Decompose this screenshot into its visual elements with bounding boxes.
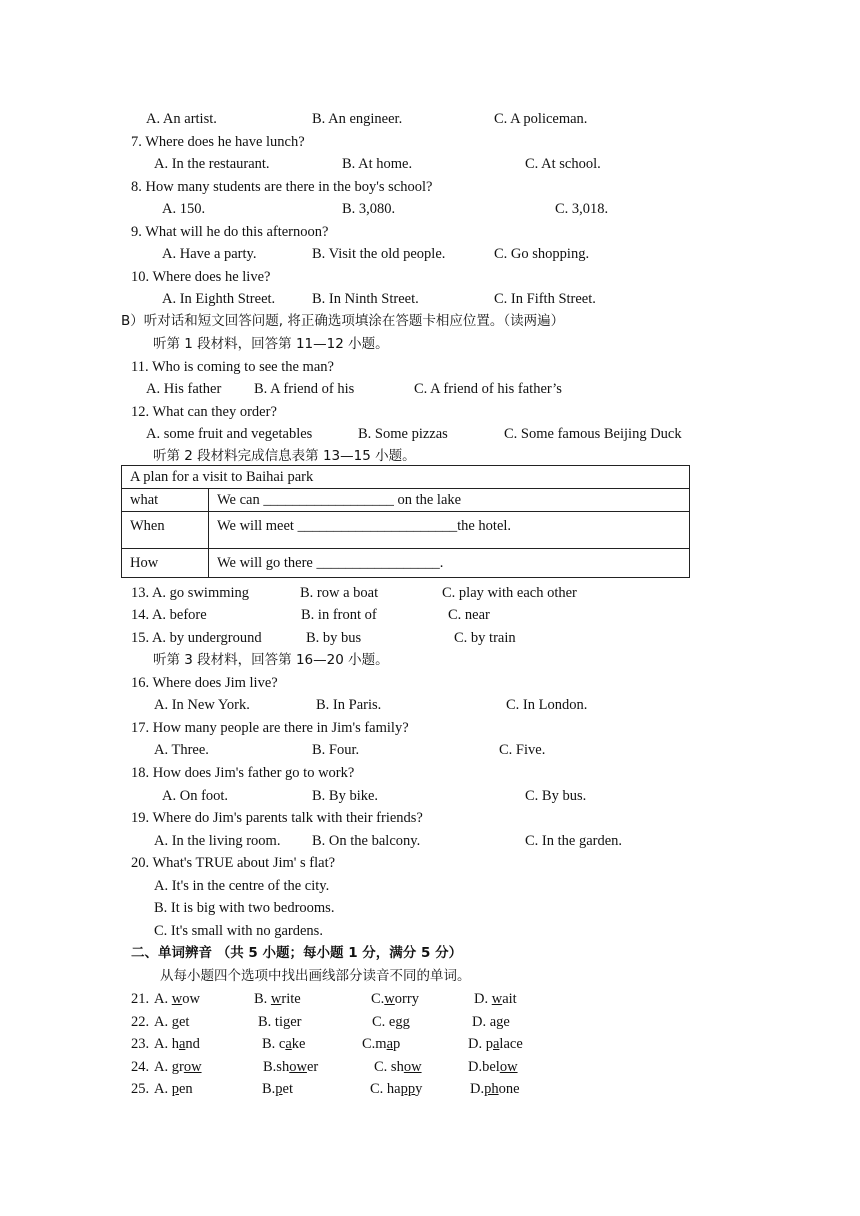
q10-option-c: C. In Fifth Street. <box>494 291 596 307</box>
underlined-letters: p <box>171 1081 179 1097</box>
table-row <box>122 512 690 549</box>
phonics-option <box>371 990 419 1008</box>
phonics-option <box>263 1058 318 1076</box>
q6-option-a: A. An artist. <box>146 111 217 127</box>
q17-option-a: A. Three. <box>154 742 209 758</box>
q13-option-a: 13. A. go swimming <box>131 585 250 601</box>
q18-stem: 18. How does Jim's father go to work? <box>131 765 355 781</box>
option-text: orry <box>394 991 419 1007</box>
plan-row-text: the hotel. <box>457 518 512 534</box>
q18-option-a: A. On foot. <box>162 788 229 804</box>
plan-row-text: We will meet <box>217 518 298 534</box>
phonics-option <box>362 1035 400 1053</box>
underlined-letters: gg <box>395 1014 410 1030</box>
underlined-letters: g <box>282 1014 291 1030</box>
q19-option-c: C. In the garden. <box>525 833 623 849</box>
phonics-option <box>154 1058 202 1076</box>
option-text: A. gr <box>154 1059 184 1075</box>
q15-option-b: B. by bus <box>306 630 362 646</box>
phonics-option <box>262 1080 293 1098</box>
option-text: A. <box>154 1014 172 1030</box>
plan-row-text: We will go there <box>217 554 317 571</box>
phonics-option <box>468 1058 518 1076</box>
section-2-instruction: 从每小题四个选项中找出画线部分读音不同的单词。 <box>160 968 471 984</box>
plan-table-title-row <box>122 466 690 489</box>
plan-row-text: on the lake <box>393 491 462 508</box>
option-text: et <box>178 1014 190 1030</box>
q16-option-c: C. In London. <box>506 697 588 713</box>
q8-stem: 8. How many students are there in the boy's school? <box>131 179 433 195</box>
phonics-question-number: 25. <box>131 1081 150 1097</box>
option-text: er <box>306 1059 319 1075</box>
table-row <box>122 489 690 512</box>
option-text: ke <box>291 1036 306 1052</box>
q19-option-a: A. In the living room. <box>154 833 281 849</box>
underlined-letters: pp <box>400 1081 416 1097</box>
option-text: D.bel <box>468 1059 500 1075</box>
underlined-letters: p <box>275 1081 283 1097</box>
q6-option-c: C. A policeman. <box>494 111 588 127</box>
option-text: ait <box>502 991 517 1007</box>
phonics-question-number: 22. <box>131 1014 150 1030</box>
underlined-letters: a <box>386 1036 394 1052</box>
q9-stem: 9. What will he do this afternoon? <box>131 224 329 240</box>
phonics-question-number: 21. <box>131 991 150 1007</box>
answer-blank: _________________ <box>316 554 440 571</box>
option-text: D. <box>470 1081 485 1097</box>
q19-option-b: B. On the balcony. <box>312 833 421 849</box>
option-text: rite <box>281 991 301 1007</box>
option-text: D. <box>474 991 492 1007</box>
q8-option-b: B. 3,080. <box>342 201 396 217</box>
option-text: p <box>393 1036 401 1052</box>
option-text: en <box>178 1081 193 1097</box>
option-text: one <box>498 1081 520 1097</box>
q15-option-a: 15. A. by underground <box>131 630 262 646</box>
q7-option-a: A. In the restaurant. <box>154 156 270 172</box>
underlined-letters: g <box>171 1014 179 1030</box>
q12-option-c: C. Some famous Beijing Duck <box>504 426 682 442</box>
option-text: C.m <box>362 1036 387 1052</box>
option-text: y <box>415 1081 423 1097</box>
underlined-letters: ow <box>403 1059 422 1075</box>
phonics-option <box>470 1080 520 1098</box>
q7-stem: 7. Where does he have lunch? <box>131 134 305 150</box>
option-text: et <box>282 1081 294 1097</box>
underlined-letters: w <box>384 991 395 1007</box>
phonics-option <box>154 1080 193 1098</box>
q19-stem: 19. Where do Jim's parents talk with their friends? <box>131 810 423 826</box>
underlined-letters: g <box>496 1014 504 1030</box>
phonics-option <box>374 1058 422 1076</box>
phonics-option <box>468 1035 523 1053</box>
option-text: A. <box>154 991 172 1007</box>
q11-stem: 11. Who is coming to see the man? <box>131 359 334 375</box>
plan-table-title: A plan for a visit to Baihai park <box>122 466 690 489</box>
option-text: B.sh <box>263 1059 290 1075</box>
q7-option-c: C. At school. <box>525 156 601 172</box>
part1-instruction: 听第 1 段材料，回答第 11—12 小题。 <box>153 336 389 352</box>
q11-option-a: A. His father <box>146 381 222 397</box>
answer-blank: ______________________ <box>297 518 458 534</box>
phonics-option <box>254 990 301 1008</box>
option-text: B. c <box>262 1036 286 1052</box>
q18-option-b: B. By bike. <box>312 788 379 804</box>
q13-option-b: B. row a boat <box>300 585 379 601</box>
plan-row-label: what <box>122 489 209 512</box>
table-row <box>122 549 690 578</box>
q14-option-c: C. near <box>448 607 490 623</box>
part2-instruction: 听第 2 段材料完成信息表第 13—15 小题。 <box>153 448 416 464</box>
q9-option-b: B. Visit the old people. <box>312 246 446 262</box>
plan-table <box>121 465 690 578</box>
option-text: D. a <box>472 1014 497 1030</box>
q12-stem: 12. What can they order? <box>131 404 277 420</box>
option-text: nd <box>185 1036 200 1052</box>
phonics-option <box>258 1013 302 1031</box>
option-text: er <box>290 1014 302 1030</box>
section-b-heading: B）听对话和短文回答问题, 将正确选项填涂在答题卡相应位置。（读两遍） <box>121 313 565 329</box>
option-text: C. e <box>372 1014 396 1030</box>
q10-option-a: A. In Eighth Street. <box>162 291 276 307</box>
q14-option-b: B. in front of <box>301 607 377 623</box>
phonics-option <box>262 1035 305 1053</box>
phonics-option <box>154 1013 189 1031</box>
q16-option-b: B. In Paris. <box>316 697 382 713</box>
q16-stem: 16. Where does Jim live? <box>131 675 278 691</box>
q20-stem: 20. What's TRUE about Jim' s flat? <box>131 855 336 871</box>
underlined-letters: ph <box>484 1081 499 1097</box>
phonics-question-number: 24. <box>131 1059 150 1075</box>
section-2-heading: 二、单词辨音 （共 5 小题；每小题 1 分，满分 5 分） <box>131 945 463 961</box>
option-text: C. sh <box>374 1059 404 1075</box>
q20-option-c: C. It's small with no gardens. <box>154 923 323 939</box>
q10-stem: 10. Where does he live? <box>131 269 271 285</box>
q8-option-a: A. 150. <box>162 201 206 217</box>
phonics-option <box>154 990 200 1008</box>
q17-stem: 17. How many people are there in Jim's family? <box>131 720 409 736</box>
phonics-option <box>474 990 517 1008</box>
option-text: e <box>503 1014 510 1030</box>
underlined-letters: ow <box>289 1059 307 1075</box>
plan-row-content <box>209 512 690 549</box>
phonics-question-number: 23. <box>131 1036 150 1052</box>
q20-option-b: B. It is big with two bedrooms. <box>154 900 335 916</box>
phonics-option <box>472 1013 510 1031</box>
part3-instruction: 听第 3 段材料，回答第 16—20 小题。 <box>153 652 389 668</box>
q10-option-b: B. In Ninth Street. <box>312 291 419 307</box>
q9-option-c: C. Go shopping. <box>494 246 590 262</box>
q18-option-c: C. By bus. <box>525 788 587 804</box>
underlined-letters: a <box>285 1036 292 1052</box>
underlined-letters: ow <box>183 1059 202 1075</box>
underlined-letters: w <box>491 991 503 1007</box>
q11-option-b: B. A friend of his <box>254 381 355 397</box>
plan-row-text: We can <box>217 491 264 508</box>
underlined-letters: w <box>270 991 282 1007</box>
plan-row-label: When <box>122 512 209 549</box>
q7-option-b: B. At home. <box>342 156 413 172</box>
q17-option-b: B. Four. <box>312 742 360 758</box>
plan-row-content <box>209 549 690 578</box>
option-text: A. <box>154 1081 172 1097</box>
underlined-letters: a <box>178 1036 186 1052</box>
q9-option-a: A. Have a party. <box>162 246 257 262</box>
option-text: B. ti <box>258 1014 283 1030</box>
option-text: C. <box>371 991 385 1007</box>
q11-option-c: C. A friend of his father’s <box>414 381 562 397</box>
plan-row-content <box>209 489 690 512</box>
q20-option-a: A. It's in the centre of the city. <box>154 878 330 894</box>
option-text: B. <box>254 991 271 1007</box>
plan-row-label: How <box>122 549 209 578</box>
phonics-option <box>154 1035 200 1053</box>
phonics-option <box>372 1013 410 1031</box>
option-text: ow <box>182 991 200 1007</box>
underlined-letters: w <box>171 991 183 1007</box>
q17-option-c: C. Five. <box>499 742 546 758</box>
q13-option-c: C. play with each other <box>442 585 577 601</box>
q15-option-c: C. by train <box>454 630 516 646</box>
q12-option-a: A. some fruit and vegetables <box>146 426 313 442</box>
q16-option-a: A. In New York. <box>154 697 250 713</box>
option-text: A. h <box>154 1036 179 1052</box>
option-text: C. ha <box>370 1081 401 1097</box>
underlined-letters: ow <box>499 1059 518 1075</box>
q12-option-b: B. Some pizzas <box>358 426 448 442</box>
option-text: B. <box>262 1081 276 1097</box>
answer-blank: __________________ <box>263 491 394 508</box>
option-text: D. p <box>468 1036 493 1052</box>
q6-option-b: B. An engineer. <box>312 111 403 127</box>
q14-option-a: 14. A. before <box>131 607 207 623</box>
q8-option-c: C. 3,018. <box>555 201 609 217</box>
phonics-option <box>370 1080 422 1098</box>
option-text: lace <box>499 1036 523 1052</box>
underlined-letters: a <box>492 1036 500 1052</box>
plan-row-text: . <box>439 554 444 571</box>
